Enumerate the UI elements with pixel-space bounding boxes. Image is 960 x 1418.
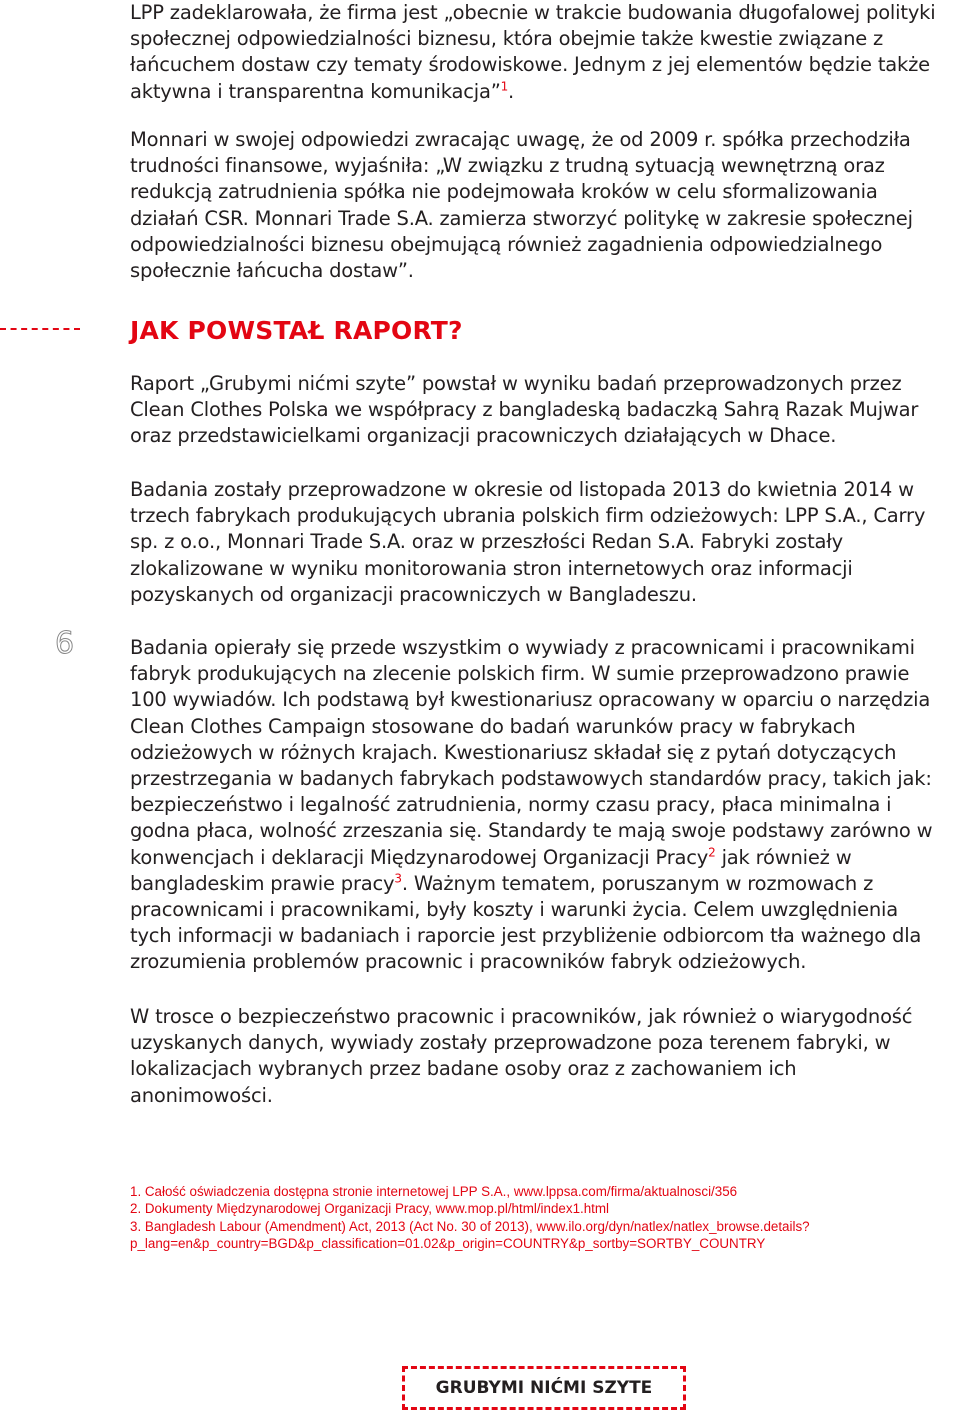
paragraph-report-origin: Raport „Grubymi nićmi szyte” powstał w wyniku badań przeprowadzonych przez Clean Clothes Polska we współpracy z bangladeską badaczką Sahrą Razak Mujwar oraz przedstawicielkami organizacji pracowniczych działających w Dhace. [130, 372, 919, 448]
section-dash-marker [0, 328, 80, 330]
footnote-ref-3[interactable]: 3 [394, 871, 402, 886]
section-heading: JAK POWSTAŁ RAPORT? [130, 316, 463, 345]
paragraph-safety: W trosce o bezpieczeństwo pracownic i pracowników, jak również o wiarygodność uzyskanych danych, wywiady zostały przeprowadzone poza terenem fabryki, w lokalizacjach wybranych przez badane osoby oraz z zachowaniem ich anonimowości. [130, 1005, 913, 1107]
footnote-ref-1[interactable]: 1 [500, 79, 509, 94]
footer-title-box [402, 1366, 686, 1410]
footer-title: GRUBYMI NIĆMI SZYTE [435, 1378, 653, 1398]
page-number: 6 [55, 626, 75, 661]
footnote-3: 3. Bangladesh Labour (Amendment) Act, 2013 (Act No. 30 of 2013), www.ilo.org/dyn/natlex/natlex_browse.details?p_lang=en&p_country=BGD&p_classification=01.02&p_origin=COUNTRY&p_sortby=SORTBY_COUNTRY [130, 1218, 810, 1251]
footnotes [130, 1183, 920, 1252]
paragraph-interviews: Badania opierały się przede wszystkim o wywiady z pracownicami i pracownikami fabryk produkujących na zlecenie polskich firm. W sumie przeprowadzono prawie 100 wywiadów. Ich podstawą był kwestionariusz opracowany w oparciu o narzędzia Clean Clothes Campaign stosowane do badań warunków pracy w fabrykach odzieżowych w różnych krajach. Kwestionariusz składał się z pytań dotyczących przestrzegania w badanych fabrykach podstawowych standardów pracy, takich jak: bezpieczeństwo i legalność zatrudnienia, normy czasu pracy, płaca minimalna i godna płaca, wolność zrzeszania się. Standardy te mają swoje podstawy zarówno w konwencjach i deklaracji Międzynarodowej Organizacji Pracy$^2$ jak również w bangladeskim prawie pracy$^3$. Ważnym tematem, poruszanym w rozmowach z pracownicami i pracownikami, były koszty i warunki życia. Celem uwzględnienia tych informacji w badaniach i raporcie jest przybliżenie odbiorcom tła ważnego dla zrozumienia problemów pracownic i pracowników fabryk odzieżowych. [130, 636, 933, 974]
paragraph-research-period: Badania zostały przeprowadzone w okresie od listopada 2013 do kwietnia 2014 w trzech fabrykach produkujących ubrania polskich firm odzieżowych: LPP S.A., Carry sp. z o.o., Monnari Trade S.A. oraz w przeszłości Redan S.A. Fabryki zostały zlokalizowane w wyniku monitorowania stron internetowych oraz informacji pozyskanych od organizacji pracowniczych w Bangladeszu. [130, 478, 926, 606]
paragraph-monnari-response: Monnari w swojej odpowiedzi zwracając uwagę, że od 2009 r. spółka przechodziła trudności finansowe, wyjaśniła: „W związku z trudną sytuacją wewnętrzną oraz redukcją zatrudnienia spółka nie podejmowała kroków w celu sformalizowania działań CSR. Monnari Trade S.A. zamierza stworzyć politykę w zakresie społecznej odpowiedzialności biznesu obejmującą również zagadnienia odpowiedzialnego społecznie łańcucha dostaw”. [130, 128, 913, 283]
footnote-1: 1. Całość oświadczenia dostępna stronie internetowej LPP S.A., www.lppsa.com/firma/aktualnosci/356 [130, 1184, 738, 1199]
footnote-2: 2. Dokumenty Międzynarodowej Organizacji Pracy, www.mop.pl/html/index1.html [130, 1201, 610, 1217]
footnote-ref-2[interactable]: 2 [708, 845, 716, 860]
paragraph-lpp-declaration: LPP zadeklarowała, że firma jest „obecnie w trakcie budowania długofalowej polityki społecznej odpowiedzialności biznesu, która obejmie także kwestie związane z łańcuchem dostaw czy tematy środowiskowe. Jednym z jej elementów będzie także aktywna i transparentna komunikacja”$^1$. [130, 1, 936, 103]
